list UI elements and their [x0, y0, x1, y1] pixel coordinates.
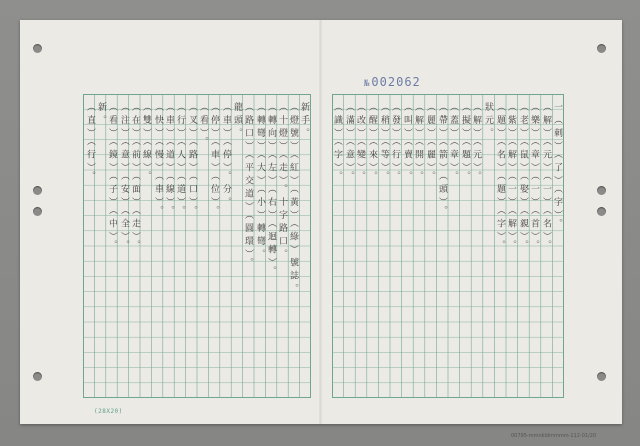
left-column-8: （車）（停）。分。 — [221, 102, 231, 210]
right-manuscript-grid — [332, 94, 564, 398]
right-column-18: （改）（變）。 — [355, 102, 365, 184]
right-column-16: （稍）（等）。 — [379, 102, 389, 184]
right-column-9: （擬）（題）。 — [460, 102, 470, 184]
left-column-4: （轉向）（左）（右）（迴轉）。 — [266, 102, 276, 279]
left-column-12: （行）（人）（道）。 — [175, 102, 185, 219]
manuscript-serial-number — [364, 75, 421, 89]
binding-hole-left-bottom — [33, 372, 42, 381]
right-column-10: （蓋）（章）。 — [448, 102, 458, 184]
right-column-5: （紫）（解）（一）（解）。 — [506, 102, 516, 253]
binding-hole-left-top — [33, 44, 42, 53]
left-column-13: （車）（道）（線）。 — [164, 102, 174, 219]
left-column-7: 龍頭。 — [232, 102, 242, 141]
page-fold — [319, 20, 322, 424]
left-column-10: （看）。 — [198, 102, 208, 150]
right-column-20: （識）（字）。 — [332, 102, 342, 184]
left-column-16: （在）（前）（面）（走）。 — [130, 102, 140, 253]
left-manuscript-grid — [83, 94, 311, 398]
serial-value: 002062 — [371, 75, 421, 89]
left-column-20: （直）（行）。 — [85, 102, 95, 184]
right-column-15: （發）（行）。 — [390, 102, 400, 184]
left-column-11: （叉）（路）（口）。 — [187, 102, 197, 219]
left-column-18: （看）（鏡）（子）（中）。 — [107, 102, 117, 253]
manuscript-sheet — [20, 20, 622, 439]
binding-hole-right-mid-1 — [597, 186, 606, 195]
right-column-1: 一（刺）（了）（字）。 — [552, 102, 562, 232]
left-column-9: （停）（車）（位）。 — [209, 102, 219, 219]
left-column-3: （十燈）（走）。十字路口。 — [277, 102, 287, 262]
right-column-4: （老）（鼠）（娶）（親）。 — [518, 102, 528, 253]
left-column-17: （注）（意）（安）（全）。 — [119, 102, 129, 253]
right-column-14: （叫）（賣）。 — [402, 102, 412, 184]
left-column-19: 新。 — [96, 102, 106, 128]
binding-hole-right-top — [597, 44, 606, 53]
left-column-5: （轉彎）（大）（小）轉彎。 — [255, 102, 265, 262]
right-column-19: （滿）（意）。 — [344, 102, 354, 184]
left-column-15: （雙）（線）。 — [141, 102, 151, 184]
binding-hole-right-mid-2 — [597, 207, 606, 216]
right-column-6: （題）（名）（題）（字）。 — [495, 102, 505, 253]
binding-hole-right-bottom — [597, 372, 606, 381]
serial-prefix: № — [364, 79, 371, 89]
binding-hole-left-mid-2 — [33, 207, 42, 216]
binding-hole-left-mid-1 — [33, 186, 42, 195]
right-column-2: （解）（元）（一）（名）。 — [541, 102, 551, 253]
left-column-14: （快）（慢）（車）。 — [153, 102, 163, 219]
left-column-1: 新手。 — [299, 102, 309, 141]
right-column-13: （解）（開）。 — [413, 102, 423, 184]
right-column-7: 狀元。 — [483, 102, 493, 141]
left-column-2: （燈號）（紅）（黃）（綠）號誌。 — [288, 102, 298, 297]
archive-handwritten-note: 00795-mmnkldmmmm-112-01/20 — [511, 433, 597, 439]
right-column-11: （帶）（箭）（頭）。 — [437, 102, 447, 219]
right-column-8: （解）（元）。 — [471, 102, 481, 184]
left-column-6: （路口）（平交道）（圓環）。 — [243, 102, 253, 271]
right-column-3: （樂）（章）（一）（首）。 — [529, 102, 539, 253]
right-column-12: （麗）（麗）。 — [425, 102, 435, 184]
right-column-17: （醒）（來）。 — [367, 102, 377, 184]
manuscript-footer-code: (28X20) — [94, 408, 123, 415]
